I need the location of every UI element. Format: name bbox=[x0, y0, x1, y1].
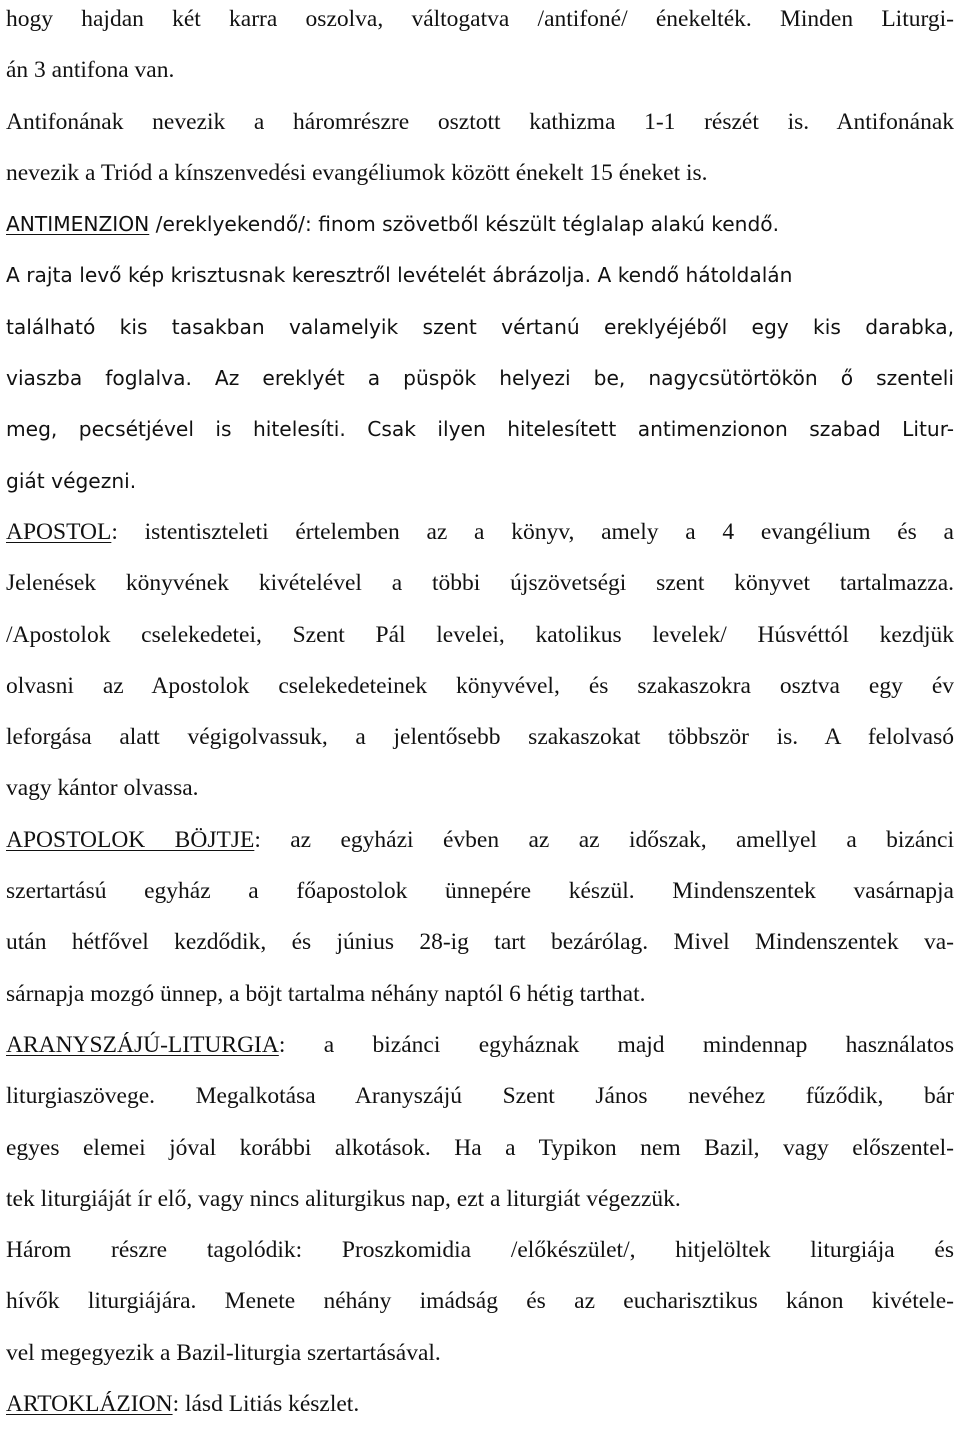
text-line: giát végezni. bbox=[6, 468, 137, 493]
text-line: vagy kántor olvassa. bbox=[6, 775, 199, 802]
entry-aranyszaju-liturgia-heading-line bbox=[6, 1020, 954, 1071]
text-line: vel megegyezik a Bazil-liturgia szertartásával. bbox=[6, 1339, 441, 1366]
entry-artoklazion-heading-line bbox=[6, 1379, 954, 1430]
text-line: A rajta levő kép krisztusnak keresztről levételét ábrázolja. A kendő hátoldalán bbox=[6, 263, 793, 288]
text-line: található kis tasakban valamelyik szent vértanú ereklyéjéből egy kis darabka, bbox=[6, 314, 954, 339]
text-line: viaszba foglalva. Az ereklyét a püspök helyezi be, nagycsütörtökön ő szenteli bbox=[6, 366, 954, 391]
text-line: liturgiaszövege. Megalkotása Aranyszájú Szent János nevéhez fűződik, bár bbox=[6, 1083, 954, 1110]
entry-term: ARTOKLÁZION bbox=[6, 1391, 173, 1418]
entry-definition-start: : az egyházi évben az az időszak, amellyel a bizánci bbox=[254, 826, 954, 853]
text-line: hogy hajdan két karra oszolva, váltogatva /antifoné/ énekelték. Minden Liturgi- bbox=[6, 6, 954, 32]
text-line: szertartású egyház a főapostolok ünnepére készül. Mindenszentek vasárnapja bbox=[6, 878, 954, 905]
entry-apostolok-bojtje-heading-line bbox=[6, 815, 954, 866]
text-line: sárnapja mozgó ünnep, a böjt tartalma néhány naptól 6 hétig tarthat. bbox=[6, 980, 646, 1007]
text-line: Antifonának nevezik a háromrészre osztott kathizma 1-1 részét is. Antifonának bbox=[6, 108, 954, 135]
entry-apostol-heading-line bbox=[6, 507, 954, 558]
entry-term: ANTIMENZION bbox=[6, 212, 150, 237]
text-line: /Apostolok cselekedetei, Szent Pál levelei, katolikus levelek/ Húsvéttól kezdjük bbox=[6, 621, 954, 648]
document-page bbox=[6, 0, 954, 1430]
text-line: Jelenések könyvének kivételével a többi újszövetségi szent könyvet tartalmazza. bbox=[6, 570, 954, 597]
text-line: egyes elemei jóval korábbi alkotások. Ha a Typikon nem Bazil, vagy előszentel- bbox=[6, 1134, 954, 1161]
text-line: hívők liturgiájára. Menete néhány imádság és az eucharisztikus kánon kivétele- bbox=[6, 1288, 954, 1315]
entry-term: APOSTOL bbox=[6, 518, 112, 545]
text-line: Három részre tagolódik: Proszkomidia /előkészület/, hitjelöltek liturgiája és bbox=[6, 1237, 954, 1264]
text-line: után hétfővel kezdődik, és június 28-ig tart bezárólag. Mivel Mindenszentek va- bbox=[6, 929, 954, 956]
text-line: olvasni az Apostolok cselekedeteinek könyvével, és szakaszokra osztva egy év bbox=[6, 672, 954, 699]
text-line: meg, pecsétjével is hitelesíti. Csak ilyen hitelesített antimenzionon szabad Litur- bbox=[6, 417, 954, 442]
text-line: nevezik a Triód a kínszenvedési evangéliumok között énekelt 15 éneket is. bbox=[6, 159, 708, 186]
entry-term: APOSTOLOK BÖJTJE bbox=[6, 826, 255, 853]
entry-definition-start: /ereklyekendő/: finom szövetből készült téglalap alakú kendő. bbox=[149, 212, 780, 237]
text-line: leforgása alatt végigolvassuk, a jelentősebb szakaszokat többször is. A felolvasó bbox=[6, 724, 954, 751]
text-line: tek liturgiáját ír elő, vagy nincs aliturgikus nap, ezt a liturgiát végezzük. bbox=[6, 1185, 681, 1212]
entry-definition-start: : istentiszteleti értelemben az a könyv, amely a 4 evangélium és a bbox=[111, 518, 954, 545]
entry-term: ARANYSZÁJÚ-LITURGIA bbox=[6, 1031, 279, 1058]
text-line: án 3 antifona van. bbox=[6, 57, 175, 84]
entry-definition-start: : lásd Litiás készlet. bbox=[172, 1391, 360, 1418]
entry-antimenzion-heading-line bbox=[6, 199, 954, 250]
entry-definition-start: : a bizánci egyháznak majd mindennap használatos bbox=[278, 1031, 954, 1058]
